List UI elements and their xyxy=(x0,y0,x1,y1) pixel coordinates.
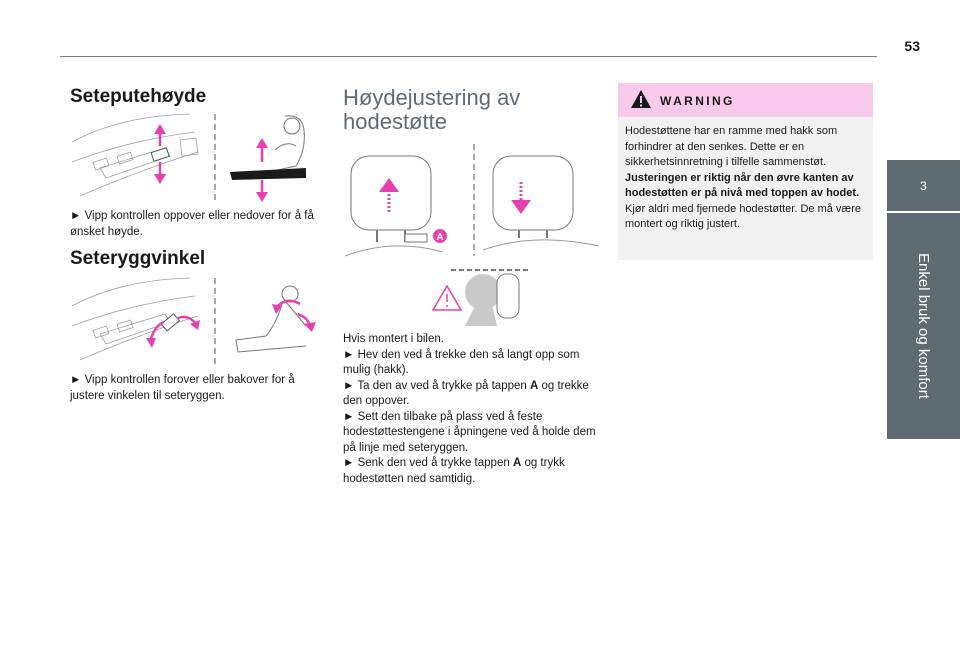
door-panel-drawing xyxy=(72,114,198,196)
chapter-number-tab: 3 xyxy=(887,160,960,211)
callout-a-label: A xyxy=(436,232,444,243)
header-rule xyxy=(60,56,877,57)
text-seat-height: ► Vipp kontrollen oppover eller nedover for å få ønsket høyde. xyxy=(70,210,314,238)
seatback-arrow-right-icon xyxy=(304,322,316,332)
seat-arrow-up-icon xyxy=(256,138,268,148)
door-panel-drawing xyxy=(72,278,198,360)
seat-height-illustration xyxy=(70,110,324,206)
arrow-up-icon xyxy=(154,124,166,134)
text-headrest-instructions: Hvis montert i bilen. ► Hev den ved å trekke den så langt opp som mulig (hakk). ► Ta den av ved å trykke på tappen A og trekke den oppover. ► Sett den tilbake på plass ved å feste hodestøttestengene i åpningene ved å holde dem på linje med seteryggen. ► Senk den ved å trykke tappen A og trykk hodestøtten ned samtidig. xyxy=(343,332,605,487)
headrest-side-view xyxy=(497,274,519,318)
page-number: 53 xyxy=(904,38,920,54)
warning-icon xyxy=(630,89,652,109)
warning-header xyxy=(618,83,873,117)
step4: ► Senk den ved å trykke tappen A og trykk hodestøtten ned samtidig. xyxy=(343,457,565,485)
chapter-title: Enkel bruk og komfort xyxy=(915,253,932,399)
heading-seat-cushion-height: Seteputehøyde xyxy=(70,86,207,107)
seat-switch-icon xyxy=(151,148,169,162)
head-silhouette xyxy=(465,274,501,310)
warning-body: Hodestøttene har en ramme med hakk som forhindrer at den senkes. Dette er en sikkerhetsinnretning i tilfelle sammenstøt. Justeringen er riktig når den øvre kanten av hodestøtten er på nivå med toppen av hodet. Kjør aldri med fjernede hodestøtter. De må være montert og riktig justert. xyxy=(625,125,861,230)
release-tab xyxy=(405,234,427,242)
arrow-down-icon xyxy=(154,174,166,184)
headrest-illustration xyxy=(343,140,605,330)
step2: ► Ta den av ved å trykke på tappen A og trekke den oppover. xyxy=(343,379,589,407)
headrest-up-figure xyxy=(345,156,447,256)
headrest-down-figure xyxy=(483,156,599,250)
seat-base-icon xyxy=(230,168,306,180)
warning-title: WARNING xyxy=(660,94,735,108)
seatback-angle-illustration xyxy=(70,274,324,370)
seat-figure xyxy=(268,116,304,172)
heading-seatback-angle: Seteryggvinkel xyxy=(70,248,206,269)
text-seatback-angle: ► Vipp kontrollen forover eller bakover for å justere vinkelen til seteryggen. xyxy=(70,374,295,402)
arrow-back-icon xyxy=(146,338,156,348)
seat-figure xyxy=(236,286,306,352)
seat-arrow-down-icon xyxy=(256,192,268,202)
chapter-title-wrap xyxy=(887,213,960,439)
heading-headrest-adjustment: Høydejustering av hodestøtte xyxy=(343,85,521,134)
headrest-warning-figure xyxy=(433,270,531,326)
